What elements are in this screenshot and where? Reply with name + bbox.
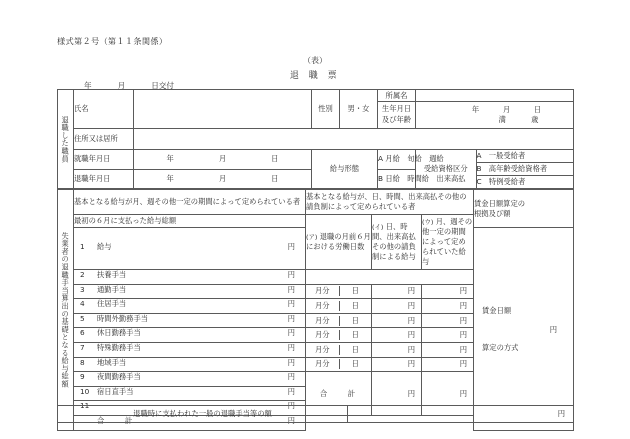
- allowance-unit-1: 円: [287, 241, 295, 251]
- allowance-unit-5: 円: [287, 313, 295, 323]
- day-label-4: 日: [351, 330, 359, 340]
- gender-label-cell: [312, 90, 340, 129]
- allowance-cell-9[interactable]: [74, 372, 306, 387]
- age-prefix-label: 満: [498, 115, 506, 124]
- month-label-5: 月分: [306, 345, 339, 355]
- period-based-header: 基本となる給与が月、週その他一定の期間によって定められている者: [74, 197, 301, 207]
- affiliation-value-cell[interactable]: [416, 90, 574, 102]
- daily-wage-detail-cell[interactable]: [474, 228, 574, 431]
- allowance-name-1: 給与: [97, 241, 112, 251]
- salary-basis-table: [57, 189, 574, 431]
- hire-month-label: 月: [218, 154, 227, 164]
- hire-year-label: 年: [166, 154, 174, 164]
- allowance-name-3: 通勤手当: [97, 284, 127, 294]
- amount-b-6[interactable]: 円: [372, 357, 422, 372]
- eligibility-b: B 高年齢受給資格者: [476, 164, 548, 174]
- col-a-mark: (ア): [306, 233, 318, 242]
- allowance-name-6: 休日勤務手当: [97, 328, 141, 338]
- allowance-unit-10: 円: [287, 386, 295, 396]
- col-c-mark: (ウ): [422, 218, 434, 227]
- sub-total-unit-c: 円: [459, 388, 467, 398]
- eligibility-c: C 特例受給者: [476, 177, 526, 187]
- month-label-4: 月分: [306, 330, 339, 340]
- allowance-unit-11: 円: [287, 401, 295, 411]
- amount-b-2[interactable]: 円: [372, 299, 422, 314]
- total-header: 最初の６月に支払った給与総額: [74, 216, 177, 226]
- gender-options-cell[interactable]: [340, 90, 378, 129]
- retire-date-label: 退職年月日: [74, 173, 111, 183]
- allowance-no-2: 2: [80, 270, 85, 279]
- piece-based-header-cell: [306, 190, 474, 215]
- birth-label-line2: 及び年齢: [381, 115, 412, 124]
- allowance-unit-2: 円: [287, 270, 295, 279]
- name-label: 氏名: [74, 104, 89, 114]
- col-b-header-cell: [372, 215, 422, 270]
- allowance-cell-5[interactable]: [74, 313, 306, 328]
- period-based-header-cell: [74, 190, 306, 215]
- table-row-section-headers: [58, 190, 574, 215]
- amount-b-1[interactable]: 円: [372, 284, 422, 299]
- allowance-cell-8[interactable]: [74, 357, 306, 372]
- allowance-name-5: 時間外勤務手当: [97, 313, 149, 323]
- grand-total-unit: 円: [287, 415, 295, 425]
- allowance-no-6: 6: [80, 328, 85, 338]
- allowance-unit-9: 円: [287, 372, 295, 382]
- month-cell-3[interactable]: [306, 313, 372, 328]
- retire-year-label: 年: [166, 173, 174, 183]
- day-label-1: 日: [351, 286, 359, 296]
- issue-year-label: 年: [84, 81, 92, 90]
- employee-info-table: [57, 89, 574, 189]
- amount-c-1[interactable]: 円: [422, 284, 474, 299]
- table-row-footer: [58, 406, 574, 423]
- allowance-cell-3[interactable]: [74, 284, 306, 299]
- pay-type-label-cell: [312, 150, 378, 189]
- hire-date-value-cell[interactable]: [134, 150, 312, 170]
- sub-total-label: 合 計: [319, 388, 358, 398]
- allowance-name-9: 夜間勤務手当: [97, 372, 141, 382]
- footer-value-cell[interactable]: [348, 406, 574, 423]
- gender-options: 男・女: [347, 104, 370, 114]
- month-cell-2[interactable]: [306, 299, 372, 314]
- birth-month-label: 月: [502, 105, 511, 115]
- table-row-address: [58, 129, 574, 150]
- allowance-unit-6: 円: [287, 328, 295, 338]
- retirement-allowance-table: [57, 405, 574, 423]
- allowance-cell-2[interactable]: [74, 270, 306, 285]
- amount-c-3[interactable]: 円: [422, 313, 474, 328]
- name-label-cell: [74, 90, 134, 129]
- pay-type-a: A 月給 旬給 週給: [378, 154, 444, 164]
- allowance-cell-6[interactable]: [74, 328, 306, 343]
- amount-b-5[interactable]: 円: [372, 342, 422, 357]
- allowance-cell-10[interactable]: [74, 386, 306, 401]
- page-title: 退 職 票: [289, 71, 341, 81]
- allowance-unit-4: 円: [287, 299, 295, 309]
- col-a-text: 退職の月前６月における労働日数: [306, 232, 371, 251]
- sub-total-unit-b: 円: [407, 388, 415, 398]
- calc-method-label: 算定の方式: [482, 343, 519, 353]
- amount-c-6[interactable]: 円: [422, 357, 474, 372]
- affiliation-label-cell: [378, 90, 416, 102]
- allowance-name-2: 扶養手当: [97, 270, 127, 279]
- retire-date-value-cell[interactable]: [134, 169, 312, 189]
- allowance-name-4: 住居手当: [97, 299, 127, 309]
- birth-value-cell[interactable]: [416, 102, 574, 129]
- retire-month-label: 月: [218, 173, 227, 183]
- month-label-3: 月分: [306, 316, 339, 326]
- hire-day-label: 日: [271, 154, 279, 164]
- amount-c-5[interactable]: 円: [422, 342, 474, 357]
- allowance-name-7: 特殊勤務手当: [97, 342, 141, 352]
- month-label-1: 月分: [306, 286, 339, 296]
- allowance-name-8: 地域手当: [97, 357, 127, 367]
- day-label-2: 日: [351, 301, 359, 311]
- total-header-cell: [74, 215, 306, 228]
- footer-label: 退職時に支払われた一般の退職手当等の額: [133, 409, 272, 419]
- amount-c-2[interactable]: 円: [422, 299, 474, 314]
- retire-day-label: 日: [271, 173, 279, 183]
- allowance-no-1: 1: [80, 241, 85, 251]
- col-b-mark: (イ): [372, 223, 384, 232]
- daily-wage-header-cell: [474, 190, 574, 228]
- employee-side-label: 退職した職員: [61, 115, 71, 163]
- col-b-text: 日、時間、出来高払その他の請負制による給与: [372, 222, 416, 261]
- allowance-no-7: 7: [80, 342, 85, 352]
- side-marker: （表）: [303, 56, 327, 65]
- col-c-header-cell: [422, 215, 474, 270]
- col-c-text: 月、週その他一定の期間によって定められていた給与: [422, 217, 473, 266]
- allowance-unit-8: 円: [287, 357, 295, 367]
- allowance-no-4: 4: [80, 299, 85, 309]
- allowance-no-5: 5: [80, 313, 85, 323]
- pay-type-b-cell[interactable]: [378, 169, 466, 189]
- eligibility-a: A 一般受給者: [476, 151, 526, 161]
- hire-date-label-cell: [74, 150, 134, 170]
- birth-year-label: 年: [471, 105, 480, 115]
- footer-label-cell: [58, 406, 348, 423]
- day-label-5: 日: [351, 344, 359, 354]
- issue-day-label: 日交付: [151, 81, 174, 90]
- allowance-no-11: 11: [80, 401, 90, 411]
- amount-b-4[interactable]: 円: [372, 328, 422, 343]
- eligibility-c-cell[interactable]: [476, 176, 573, 189]
- table-row-affiliation: [58, 90, 574, 102]
- daily-wage-amount-label: 賃金日額: [482, 305, 512, 315]
- month-cell-1[interactable]: [306, 284, 372, 299]
- month-cell-6[interactable]: [306, 357, 372, 372]
- pay-type-b: B 日給 時間給 出来高払: [378, 173, 466, 183]
- allowance-no-10: 10: [80, 386, 90, 396]
- amount-b-3[interactable]: 円: [372, 313, 422, 328]
- allowance-unit-7: 円: [287, 342, 295, 352]
- month-label-6: 月分: [306, 359, 339, 369]
- day-label-3: 日: [351, 315, 359, 325]
- allowance-unit-3: 円: [287, 284, 295, 294]
- hire-date-label: 就職年月日: [74, 154, 111, 164]
- allowance-cell-1[interactable]: [74, 228, 306, 270]
- grand-total-label: 合 計: [97, 415, 135, 425]
- col-a-header-cell: [306, 215, 372, 270]
- age-suffix-label: 歳: [531, 115, 539, 124]
- address-value-cell[interactable]: [134, 129, 574, 150]
- allowance-no-8: 8: [80, 357, 85, 367]
- eligibility-a-cell[interactable]: [476, 150, 573, 163]
- allowance-cell-7[interactable]: [74, 342, 306, 357]
- issue-month-label: 月: [117, 81, 126, 90]
- gender-label: 性別: [318, 104, 333, 114]
- retire-date-label-cell: [74, 169, 134, 189]
- allowance-no-3: 3: [80, 284, 85, 294]
- allowance-name-10: 宿日直手当: [97, 386, 134, 396]
- salary-side-label: 失業者の退職手当算出の基礎となる給与総額: [61, 231, 71, 388]
- spacer-cell-top: [306, 270, 474, 285]
- allowance-no-9: 9: [80, 372, 85, 382]
- employee-side-label-cell: [58, 90, 74, 189]
- birth-label-line1: 生年月日: [381, 104, 412, 114]
- allowance-cell-4[interactable]: [74, 299, 306, 314]
- form-number: 様式第２号（第１１条関係）: [57, 36, 168, 46]
- pay-type-label: 給与形態: [329, 164, 360, 174]
- amount-c-4[interactable]: 円: [422, 328, 474, 343]
- name-value-cell[interactable]: [134, 90, 312, 129]
- table-row-hire-date: [58, 150, 574, 170]
- eligibility-b-cell[interactable]: [476, 163, 573, 176]
- daily-wage-unit: 円: [549, 325, 557, 335]
- day-label-6: 日: [351, 359, 359, 369]
- daily-wage-header-line1: 賃金日額算定の: [474, 198, 526, 208]
- salary-side-label-cell: [58, 190, 74, 431]
- month-label-2: 月分: [306, 301, 339, 311]
- footer-unit: 円: [557, 409, 565, 419]
- month-cell-4[interactable]: [306, 328, 372, 343]
- birth-label-cell: [378, 102, 416, 129]
- birth-day-label: 日: [533, 105, 542, 115]
- daily-wage-header-line2: 根拠及び額: [474, 208, 511, 218]
- address-label-cell: [74, 129, 134, 150]
- eligibility-label: 受給資格区分: [423, 164, 468, 174]
- address-label: 住所又は居所: [74, 134, 118, 144]
- month-cell-5[interactable]: [306, 342, 372, 357]
- piece-based-header: 基本となる給与が、日、時間、出来高払その他の請負制によって定められている者: [306, 192, 467, 211]
- pay-type-a-cell[interactable]: [378, 150, 444, 170]
- affiliation-label: 所属名: [385, 90, 408, 100]
